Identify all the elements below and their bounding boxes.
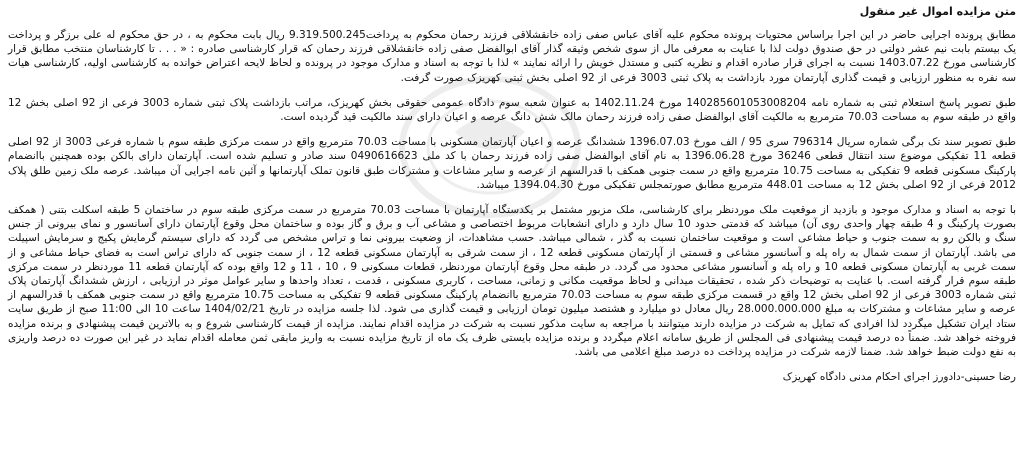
paragraph-title-deed: طبق تصویر سند تک برگی شماره سریال 796314 سری 95 / الف مورخ 1396.07.03 ششدانگ عرصه و اعیان آپارتمان مسکونی با مساحت 70.03 مترمربع واقع در سمت مرکزی طبقه سوم با شماره فرعی 3003 از 92 اصلی قطعه 11 تفکیکی موضوع سند انتقال قطعی 36246 مورخ 1396.06.28 به نام آقای ابوالفضل صفی زاده فرزند رحمان با کد ملی 0490616623 سند صادر و تسلیم شده است. آپارتمان دارای بالکن بوده همچنین باانضمام پارکینگ مسکونی قطعه 9 تفکیکی به مساحت 10.75 مترمربع واقع در سمت جنوبی همکف با قدرالسهم از عرصه و سایر مشاعات و مشترکات طبق قانون تملک آپارتمانها و آئین نامه اجرایی آن میباشد. عرصه ملک زمین طلق پلاک 2012 فرعی از 92 اصلی بخش 12 به مساحت 448.01 مترمربع مطابق صورتمجلس تفکیکی مورخ 1394.04.30 میباشد. xyxy=(8,136,1016,191)
signature: رضا حسینی-دادورز اجرای احکام مدنی دادگاه کهریزک xyxy=(782,371,1016,384)
paragraph-assessment: با توجه به اسناد و مدارک موجود و بازدید از موقعیت ملک موردنظر برای کارشناسی، ملک مزبور مشتمل بر یکدستگاه آپارتمان با مساحت 70.03 مترمربع در سمت مرکزی طبقه سوم در ساختمان 5 طبقه اسکلت بتنی ( همکف بصورت پارکینگ و 4 طبقه چهار واحدی روی آن) میباشد که قدمتی حدود 10 سال دارد و دارای انشعابات مربوط اختصاصی و مشاعی آب و برق و گاز بوده و ساختمان محل وقوع آپارتمان دارای آسانسور و نمای بیرونی از جنس سنگ و بالکن رو به سمت جنوب و حیاط مشاعی است و موقعیت ساختمان نسبت به گذر ، شمالی میباشد. حسب مشاهدات، از وضعیت بیرونی نما و تراس مشخص می گردد که دارای سیستم گرمایش پکیج و سرمایش اسپیلت می باشد. آپارتمان از سمت شمال به راه پله و آسانسور مشاعی و قسمتی از آپارتمان مسکونی قطعه 12 ، از سمت شرقی به آپارتمان مسکونی قطعه 12 ، از سمت جنوبی که دارای تراس است به فضای حیاط مشاعی و از سمت غربی به آپارتمان مسکونی قطعه 10 و راه پله و آسانسور مشاعی محدود می گردد. در طبقه محل وقوع آپارتمان موردنظر، قطعات مسکونی 9 ، 10 ، 11 و 12 واقع بوده که آپارتمان قطعه 11 موردنظر در سمت مرکزی طبقه سوم قرار گرفته است. با عنایت به توضیحات ذکر شده ، تحقیقات میدانی و لحاظ موقعیت مکانی و زمانی، مساحت ، کاربری مسکونی ، قدمت ، تعداد واحدها و سایر عوامل موثر در ارزیابی ، ارزش ششدانگ آپارتمان پلاک ثبتی شماره 3003 فرعی از 92 اصلی بخش 12 واقع در قسمت مرکزی طبقه سوم به مساحت 70.03 مترمربع باانضمام پارکینگ مسکونی قطعه 9 تفکیکی به مساحت 10.75 مترمربع واقع در سمت جنوبی همکف با قدرالسهم از عرصه و سایر مشاعات و مشترکات به مبلغ 28.000.000.000 ریال معادل دو میلیارد و هشتصد میلیون تومان ارزیابی و قیمت گذاری می شود. لذا جلسه مزایده در تاریخ 1404/02/21 ساعت 10 الی 11:00 صبح از طریق سایت ستاد ایران تشکیل میگردد لذا افرادی که تمایل به شرکت در مزایده دارند میتوانند با مراجعه به سایت مذکور نسبت به شرکت در مزایده اقدام نمایند. مزایده از قیمت کارشناسی شروع و به بالاترین قیمت پیشنهادی و برنده مزایده فروخته خواهد شد. ضمناً ده درصد قیمت پیشنهادی فی المجلس از طریق سامانه اعلام میگردد و برنده مزایده بایستی ظرف یک ماه از تاریخ مزایده نسبت به واریز مابقی ثمن معامله اقدام نماید در غیر این صورت ده درصد واریزی به نفع دولت ضبط خواهد شد. ضمنا لازمه شرکت در مزایده پرداخت ده درصد مبلغ اعلامی می باشد. xyxy=(8,204,1016,359)
paragraph-intro: مطابق پرونده اجرایی حاضر در این اجرا براساس محتویات پرونده محکوم علیه آقای عباس صفی زاده خانقشلاقی فرزند رحمان محکوم به پرداخت9.319.500.245 ریال بابت محکوم به ، در حق محکوم له علی برزگر و پرداخت یک بیستم بابت نیم عشر دولتی در حق صندوق دولت لذا با عنایت به معرفی مال از سوی شخص وثیقه گذار آقای ابوالفضل صفی زاده خانقشلاقی فرزند رحمان که قرار کارشناسی صادره : « . . . تا کارشناسان منتخب مطابق قرار کارشناسی مورخ 1403.07.22 نسبت به اجرای قرار صادره اقدام و نظریه کتبی و مستدل خویش را ارائه نمایند » لذا با توجه به اسناد و مدارک موجود در پرونده و لحاظ لایحه اعتراض خوانده به کارشناسی اولیه، کارشناسی هیات سه نفره به منظور ارزیابی و قیمت گذاری آپارتمان مورد بازداشت به پلاک ثبتی 3003 فرعی از 92 اصلی بخش ثبتی کهریزک صورت گرفت. xyxy=(8,29,1016,84)
paragraph-registry-inquiry: طبق تصویر پاسخ استعلام ثبتی به شماره نامه 140285601053008204 مورخ 1402.11.24 به عنوان شعبه سوم دادگاه عمومی حقوقی بخش کهریزک، مراتب بازداشت پلاک ثبتی شماره 3003 فرعی از 92 اصلی بخش 12 واقع در طبقه سوم به مساحت 70.03 مترمربع به مالکیت آقای ابوالفضل صفی زاده فرزند رحمان مالک شش دانگ عرصه و اعیان دارای سند مالکیت قید گردیده است. xyxy=(8,96,1016,124)
document-title: متن مزایده اموال غیر منقول xyxy=(859,5,1016,18)
